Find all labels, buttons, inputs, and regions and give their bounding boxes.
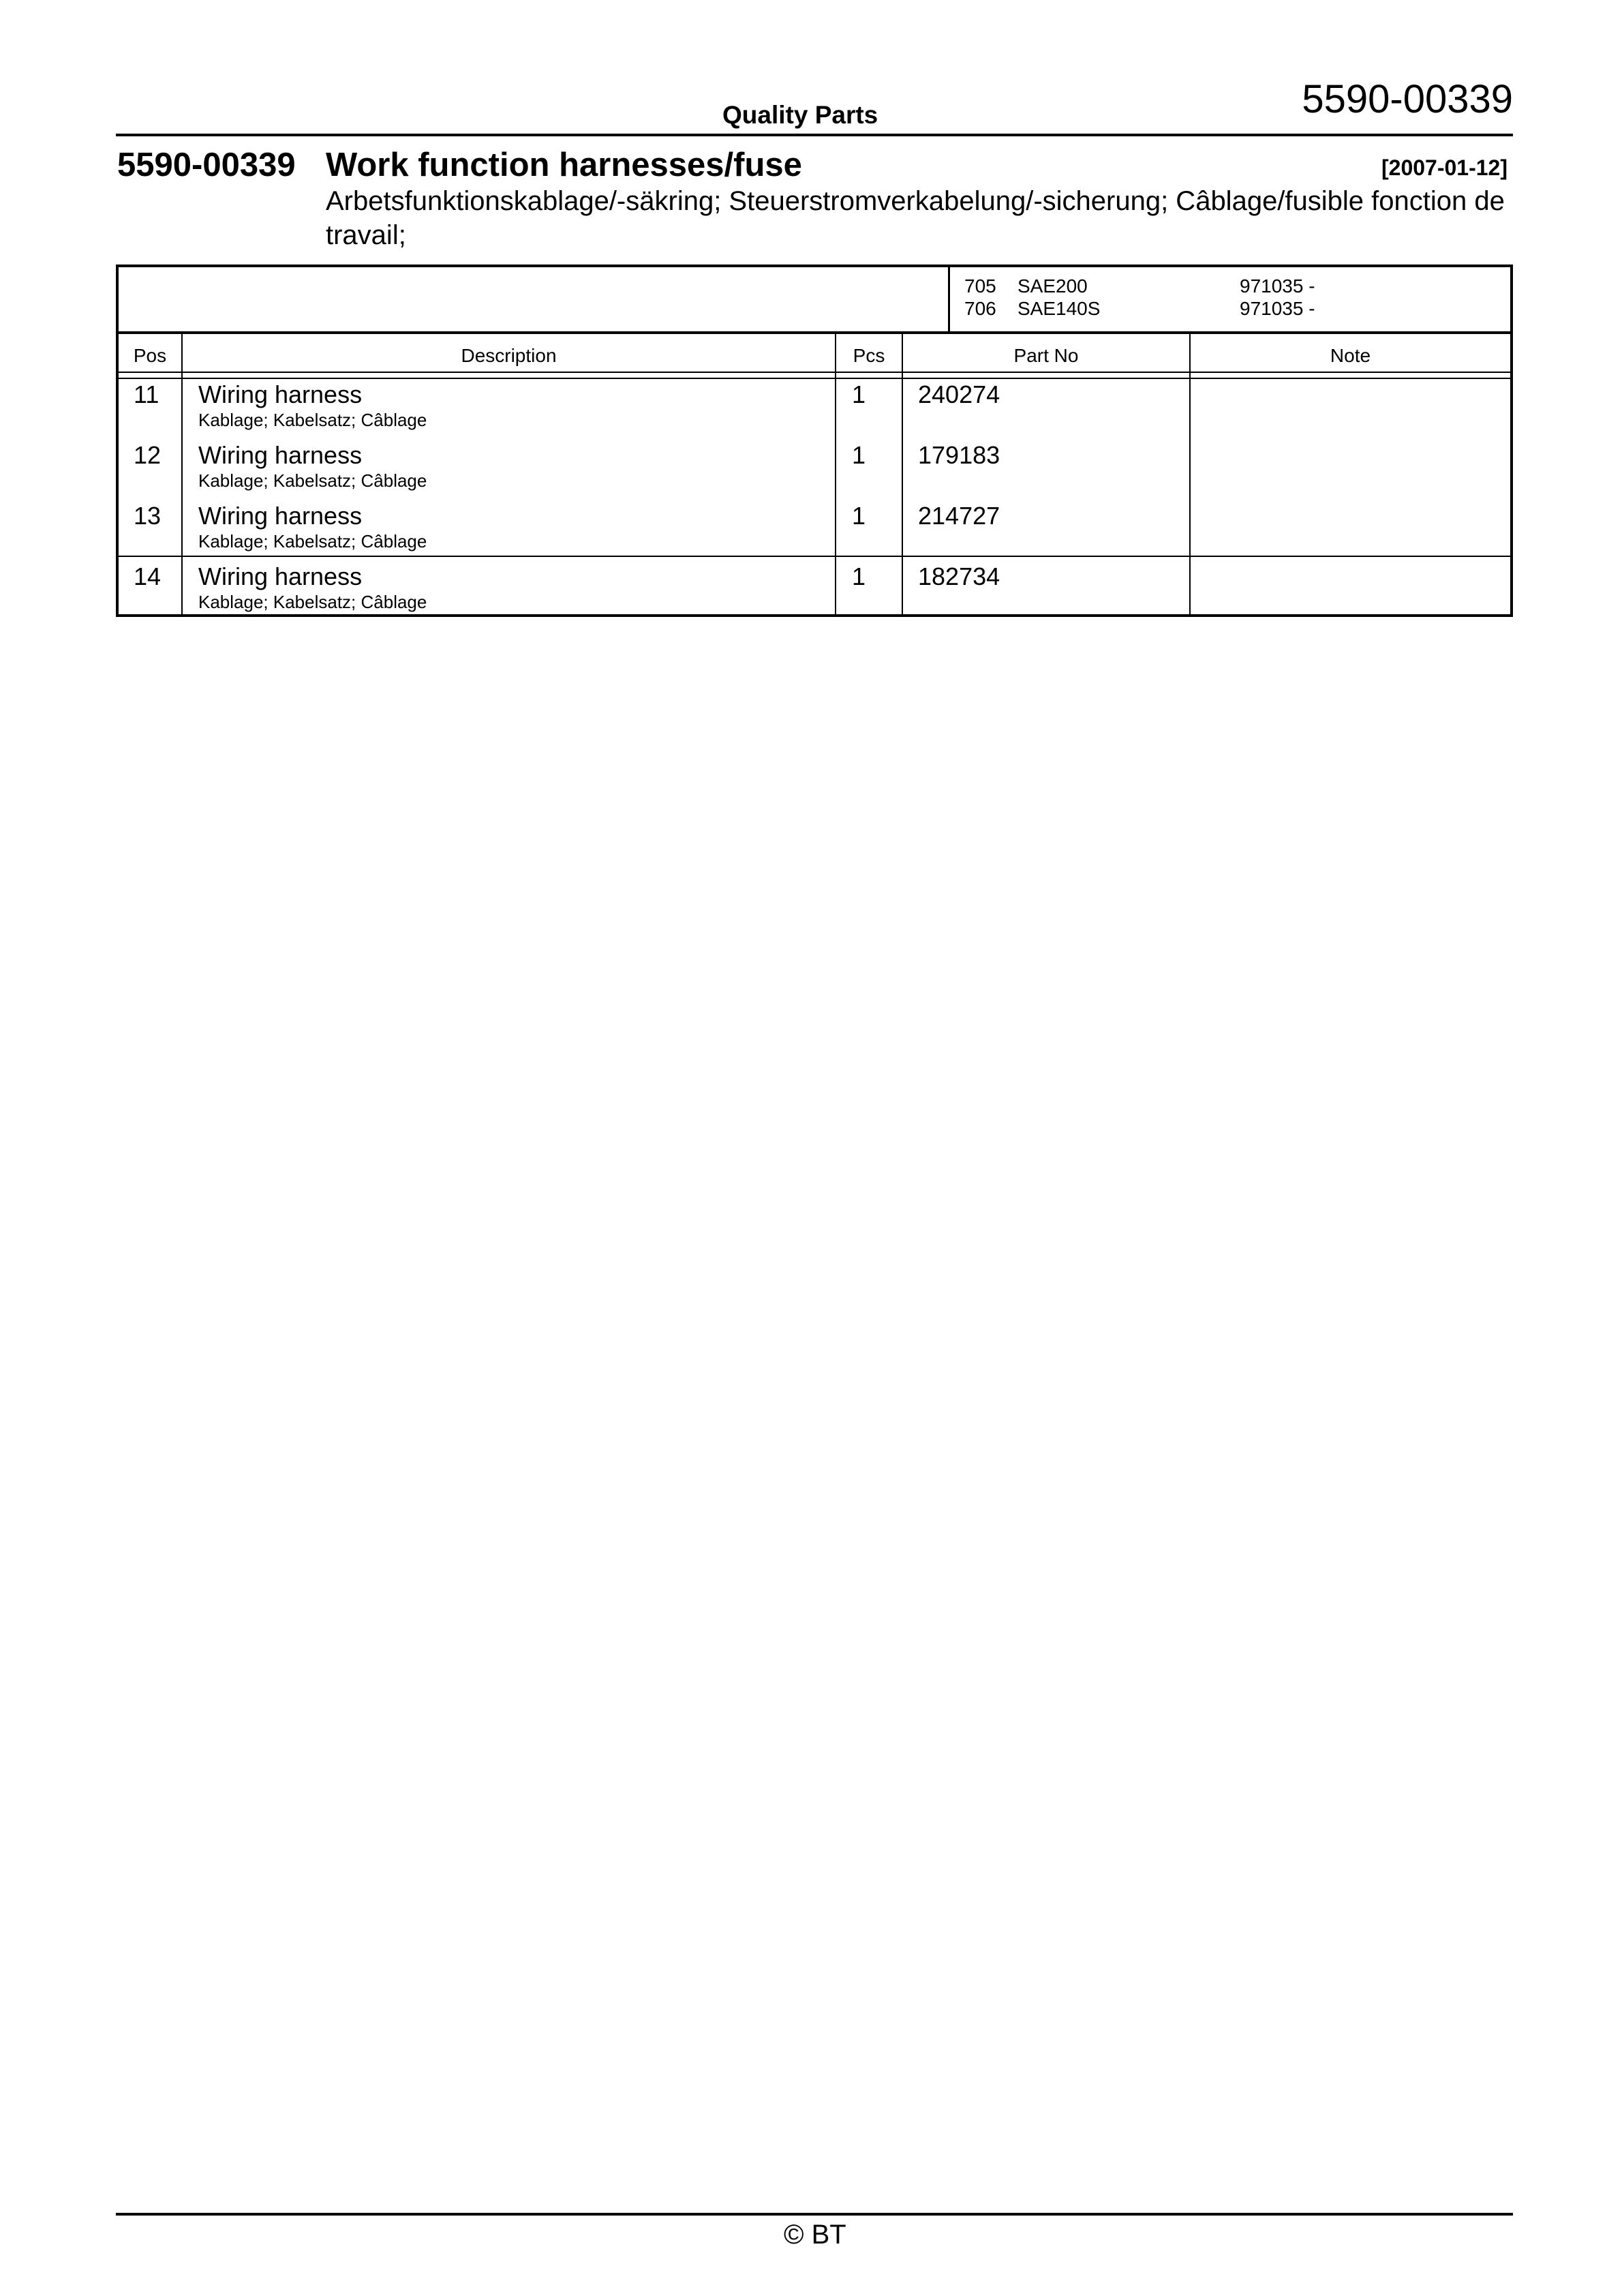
row-description: Wiring harness	[198, 441, 363, 469]
footer-rule	[116, 2213, 1513, 2216]
footer-copyright: © BT	[784, 2220, 846, 2250]
row-part-no: 179183	[918, 441, 1000, 469]
row-pcs: 1	[852, 502, 866, 530]
model-name: SAE200	[1017, 275, 1088, 297]
column-header-description: Description	[461, 345, 557, 366]
row-pcs: 1	[852, 380, 866, 408]
column-header-pos: Pos	[133, 345, 167, 366]
header-title: Quality Parts	[722, 101, 878, 129]
model-number: 706	[964, 298, 996, 319]
row-translations: Kablage; Kabelsatz; Câblage	[198, 592, 427, 612]
row-pos: 13	[134, 502, 162, 530]
row-description: Wiring harness	[198, 562, 363, 590]
model-serial: 971035 -	[1240, 298, 1315, 319]
document-number: 5590-00339	[1302, 77, 1513, 121]
row-translations: Kablage; Kabelsatz; Câblage	[198, 410, 427, 430]
model-divider	[948, 267, 950, 334]
section-subtitle: Arbetsfunktionskablage/-säkring; Steuerstromverkabelung/-sicherung; Câblage/fusible fonction de travail;	[326, 186, 1505, 250]
model-number: 705	[964, 275, 996, 297]
column-divider	[181, 334, 183, 617]
row-description: Wiring harness	[198, 502, 363, 530]
row-part-no: 182734	[918, 562, 1000, 590]
row-pcs: 1	[852, 562, 866, 590]
header-rule	[116, 134, 1513, 136]
column-divider	[835, 334, 836, 617]
section-title: Work function harnesses/fuse	[326, 147, 802, 183]
row-translations: Kablage; Kabelsatz; Câblage	[198, 531, 427, 552]
row-description: Wiring harness	[198, 380, 363, 408]
row-separator	[119, 556, 1510, 557]
row-pcs: 1	[852, 441, 866, 469]
column-header-note: Note	[1330, 345, 1371, 366]
row-pos: 11	[134, 380, 159, 408]
row-pos: 14	[134, 562, 162, 590]
row-part-no: 240274	[918, 380, 1000, 408]
header-separator	[119, 372, 1510, 373]
column-header-part-no: Part No	[1013, 345, 1079, 366]
section-code: 5590-00339	[117, 147, 296, 183]
section-date: [2007-01-12]	[1381, 155, 1508, 180]
column-header-pcs: Pcs	[853, 345, 885, 366]
row-part-no: 214727	[918, 502, 1000, 530]
column-divider	[902, 334, 903, 617]
row-translations: Kablage; Kabelsatz; Câblage	[198, 470, 427, 491]
header-separator	[119, 378, 1510, 379]
column-divider	[1189, 334, 1191, 617]
model-name: SAE140S	[1017, 298, 1101, 319]
row-pos: 12	[134, 441, 162, 469]
model-serial: 971035 -	[1240, 275, 1315, 297]
